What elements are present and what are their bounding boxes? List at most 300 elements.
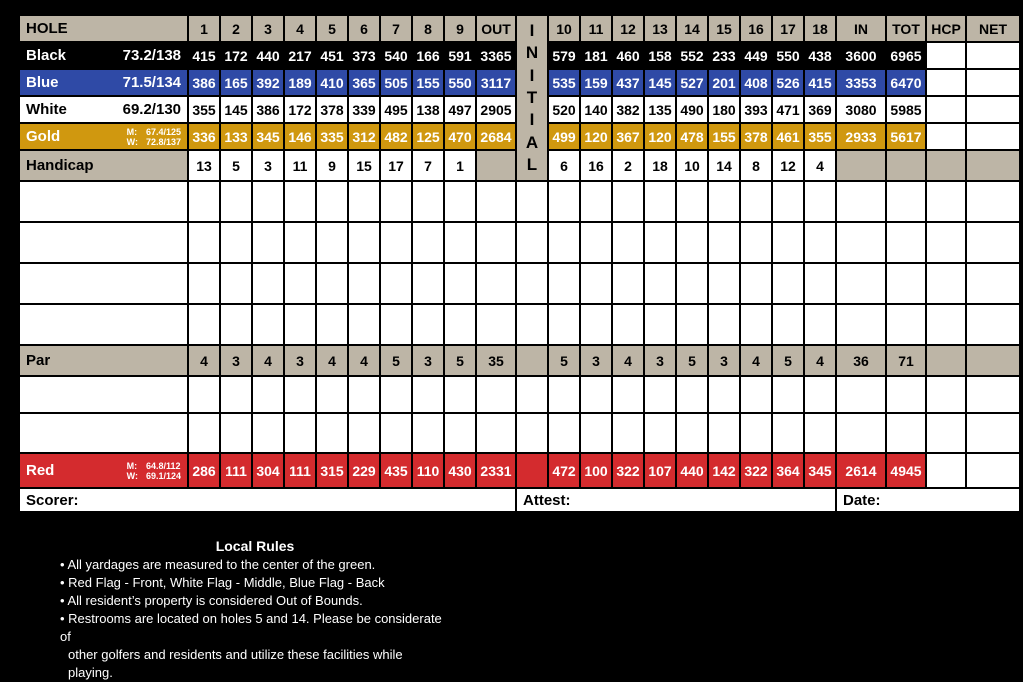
player-row-6-score[interactable] (677, 414, 707, 452)
handicap-tot (887, 151, 925, 180)
player-row-1-score[interactable] (253, 182, 283, 221)
hole-header-label: HOLE (20, 16, 187, 41)
tee-black-hole-13: 158 (645, 43, 675, 68)
par-hole-8: 3 (413, 346, 443, 375)
tee-black-hole-10: 579 (549, 43, 579, 68)
tee-red-name: Red (26, 462, 55, 479)
player-row-1-score[interactable] (581, 182, 611, 221)
player-row-6-score[interactable] (445, 414, 475, 452)
player-row-3-score[interactable] (253, 264, 283, 303)
initial-letter: I (529, 110, 535, 130)
tee-blue-hole-16: 408 (741, 70, 771, 95)
player-row-2-score[interactable] (927, 223, 965, 262)
player-row-4-score[interactable] (741, 305, 771, 344)
initial-letter: T (526, 87, 538, 107)
tee-blue-hole-18: 415 (805, 70, 835, 95)
player-row-3-score[interactable] (927, 264, 965, 303)
initial-letter: L (526, 154, 538, 174)
tee-white-hole-17: 471 (773, 97, 803, 122)
par-hole-9: 5 (445, 346, 475, 375)
player-row-3-score[interactable] (613, 264, 643, 303)
player-row-6-score[interactable] (805, 414, 835, 452)
tee-blue-net[interactable] (967, 70, 1019, 95)
tee-black-net[interactable] (967, 43, 1019, 68)
player-row-5-score[interactable] (927, 377, 965, 412)
player-row-5-score[interactable] (773, 377, 803, 412)
tee-white-hole-16: 393 (741, 97, 771, 122)
tee-blue-tot: 6470 (887, 70, 925, 95)
handicap-hole-4: 11 (285, 151, 315, 180)
player-row-1-score[interactable] (189, 182, 219, 221)
player-row-5-score[interactable] (477, 377, 515, 412)
player-row-1-score[interactable] (773, 182, 803, 221)
player-row-1-score[interactable] (967, 182, 1019, 221)
scorer-field[interactable]: Scorer: (20, 489, 515, 511)
player-row-5-score[interactable] (837, 377, 885, 412)
tee-blue-hole-4: 189 (285, 70, 315, 95)
tee-white-net[interactable] (967, 97, 1019, 122)
player-row-4-score[interactable] (837, 305, 885, 344)
hole-number-16: 16 (741, 16, 771, 41)
player-row-4-score[interactable] (285, 305, 315, 344)
par-hole-13: 3 (645, 346, 675, 375)
player-row-5-score[interactable] (645, 377, 675, 412)
player-row-4-score[interactable] (773, 305, 803, 344)
tee-red-hole-5: 315 (317, 454, 347, 487)
tee-black-hole-9: 591 (445, 43, 475, 68)
player-row-5-score[interactable] (445, 377, 475, 412)
player-row-6-score[interactable] (221, 414, 251, 452)
tee-blue-hole-15: 201 (709, 70, 739, 95)
tee-gold-hole-13: 120 (645, 124, 675, 149)
handicap-hole-6: 15 (349, 151, 379, 180)
player-row-3-score[interactable] (317, 264, 347, 303)
par-hole-18: 4 (805, 346, 835, 375)
tee-red-hole-18: 345 (805, 454, 835, 487)
hole-number-17: 17 (773, 16, 803, 41)
tee-white-hole-18: 369 (805, 97, 835, 122)
player-row-3-score[interactable] (677, 264, 707, 303)
player-row-3-score[interactable] (381, 264, 411, 303)
player-row-5-score[interactable] (613, 377, 643, 412)
player-row-6-score[interactable] (477, 414, 515, 452)
tee-gold-hole-12: 367 (613, 124, 643, 149)
player-row-4-score[interactable] (445, 305, 475, 344)
handicap-net (967, 151, 1019, 180)
tee-white-out: 2905 (477, 97, 515, 122)
handicap-hole-8: 7 (413, 151, 443, 180)
player-row-2-score[interactable] (773, 223, 803, 262)
tee-white-hole-6: 339 (349, 97, 379, 122)
player-row-4-score[interactable] (253, 305, 283, 344)
player-row-5-score[interactable] (549, 377, 579, 412)
par-net[interactable] (967, 346, 1019, 375)
player-row-3-score[interactable] (349, 264, 379, 303)
player-row-6-score[interactable] (253, 414, 283, 452)
player-row-5-score[interactable] (413, 377, 443, 412)
tee-white-label (20, 97, 187, 122)
player-row-4-score[interactable] (189, 305, 219, 344)
player-row-5-score[interactable] (189, 377, 219, 412)
player-row-5-score[interactable] (741, 377, 771, 412)
player-row-1-score[interactable] (645, 182, 675, 221)
player-row-5-score[interactable] (349, 377, 379, 412)
player-row-2-score[interactable] (285, 223, 315, 262)
player-row-2-score[interactable] (837, 223, 885, 262)
tee-black-hole-6: 373 (349, 43, 379, 68)
player-row-6-score[interactable] (927, 414, 965, 452)
tee-blue-hole-17: 526 (773, 70, 803, 95)
player-row-6-score[interactable] (709, 414, 739, 452)
tee-black-hole-14: 552 (677, 43, 707, 68)
player-row-1-score[interactable] (221, 182, 251, 221)
player-row-1-score[interactable] (549, 182, 579, 221)
handicap-hole-5: 9 (317, 151, 347, 180)
tee-gold-hole-7: 482 (381, 124, 411, 149)
player-row-6-score[interactable] (645, 414, 675, 452)
hole-number-10: 10 (549, 16, 579, 41)
player-row-2-score[interactable] (517, 223, 547, 262)
player-row-2-score[interactable] (677, 223, 707, 262)
player-row-5-score[interactable] (581, 377, 611, 412)
player-row-6-score[interactable] (741, 414, 771, 452)
tee-blue-hole-13: 145 (645, 70, 675, 95)
tee-gold-name: Gold (26, 128, 61, 145)
tee-red-hole-16: 322 (741, 454, 771, 487)
tee-black-hole-3: 440 (253, 43, 283, 68)
tee-red-hole-3: 304 (253, 454, 283, 487)
tee-black-in: 3600 (837, 43, 885, 68)
out-header: OUT (477, 16, 515, 41)
player-row-4-score[interactable] (967, 305, 1019, 344)
player-row-2-name[interactable] (20, 223, 187, 262)
tee-blue-hole-14: 527 (677, 70, 707, 95)
player-row-6-score[interactable] (317, 414, 347, 452)
tee-black-rating: 73.2/138 (122, 47, 181, 64)
tee-red-initial (517, 454, 547, 487)
handicap-hole-2: 5 (221, 151, 251, 180)
local-rules (60, 537, 450, 682)
player-row-4-score[interactable] (927, 305, 965, 344)
date-field[interactable]: Date: (837, 489, 1019, 511)
par-hole-4: 3 (285, 346, 315, 375)
tee-white-tot: 5985 (887, 97, 925, 122)
player-row-4-score[interactable] (677, 305, 707, 344)
player-row-1-name[interactable] (20, 182, 187, 221)
player-row-2-score[interactable] (253, 223, 283, 262)
player-row-4-score[interactable] (349, 305, 379, 344)
initial-letter: N (525, 43, 539, 63)
player-row-5-name[interactable] (20, 377, 187, 412)
player-row-2-score[interactable] (189, 223, 219, 262)
player-row-2-score[interactable] (805, 223, 835, 262)
handicap-out (477, 151, 515, 180)
local-rule-2: • Red Flag - Front, White Flag - Middle, Blue Flag - Back (60, 575, 385, 590)
player-row-6-score[interactable] (887, 414, 925, 452)
player-row-1-score[interactable] (477, 182, 515, 221)
tee-black-hole-17: 550 (773, 43, 803, 68)
tee-white-hole-12: 382 (613, 97, 643, 122)
player-row-4-score[interactable] (317, 305, 347, 344)
tee-white-in: 3080 (837, 97, 885, 122)
tee-white-hole-5: 378 (317, 97, 347, 122)
tee-blue-hole-1: 386 (189, 70, 219, 95)
handicap-hole-11: 16 (581, 151, 611, 180)
player-row-1-score[interactable] (381, 182, 411, 221)
par-hole-6: 4 (349, 346, 379, 375)
player-row-3-score[interactable] (285, 264, 315, 303)
tee-white-hole-9: 497 (445, 97, 475, 122)
player-row-3-score[interactable] (517, 264, 547, 303)
player-row-4-score[interactable] (581, 305, 611, 344)
player-row-3-score[interactable] (189, 264, 219, 303)
tee-blue-hole-8: 155 (413, 70, 443, 95)
player-row-6-score[interactable] (613, 414, 643, 452)
tee-blue-hcp[interactable] (927, 70, 965, 95)
initial-letter: A (525, 132, 539, 152)
player-row-2-score[interactable] (741, 223, 771, 262)
hole-number-15: 15 (709, 16, 739, 41)
tee-red-hole-4: 111 (285, 454, 315, 487)
tee-white-hole-10: 520 (549, 97, 579, 122)
player-row-6-score[interactable] (837, 414, 885, 452)
player-row-1-score[interactable] (805, 182, 835, 221)
player-row-6-score[interactable] (285, 414, 315, 452)
initial-letter: I (529, 21, 535, 41)
tee-blue-hole-3: 392 (253, 70, 283, 95)
tee-blue-out: 3117 (477, 70, 515, 95)
tee-white-hole-11: 140 (581, 97, 611, 122)
player-row-3-score[interactable] (967, 264, 1019, 303)
tee-red-hole-10: 472 (549, 454, 579, 487)
player-row-2-score[interactable] (549, 223, 579, 262)
local-rules-title: Local Rules (215, 538, 295, 554)
tee-black-hole-7: 540 (381, 43, 411, 68)
tee-red-hole-12: 322 (613, 454, 643, 487)
local-rule-1: • All yardages are measured to the center of the green. (60, 557, 376, 572)
player-row-4-score[interactable] (517, 305, 547, 344)
player-row-4-score[interactable] (887, 305, 925, 344)
tee-gold-hole-6: 312 (349, 124, 379, 149)
handicap-hole-9: 1 (445, 151, 475, 180)
player-row-3-score[interactable] (709, 264, 739, 303)
tee-gold-hole-2: 133 (221, 124, 251, 149)
player-row-6-name[interactable] (20, 414, 187, 452)
tee-gold-hole-16: 378 (741, 124, 771, 149)
handicap-hole-7: 17 (381, 151, 411, 180)
tee-red-hole-6: 229 (349, 454, 379, 487)
player-row-1-score[interactable] (613, 182, 643, 221)
player-row-2-score[interactable] (317, 223, 347, 262)
player-row-1-score[interactable] (709, 182, 739, 221)
player-row-4-score[interactable] (613, 305, 643, 344)
tee-red-hole-15: 142 (709, 454, 739, 487)
hole-number-7: 7 (381, 16, 411, 41)
player-row-4-score[interactable] (381, 305, 411, 344)
hole-number-5: 5 (317, 16, 347, 41)
player-row-3-score[interactable] (805, 264, 835, 303)
player-row-3-score[interactable] (887, 264, 925, 303)
handicap-hole-12: 2 (613, 151, 643, 180)
player-row-6-score[interactable] (773, 414, 803, 452)
tee-white-hole-8: 138 (413, 97, 443, 122)
player-row-6-score[interactable] (381, 414, 411, 452)
player-row-1-score[interactable] (837, 182, 885, 221)
initial-letter: I (529, 65, 535, 85)
tee-white-hole-4: 172 (285, 97, 315, 122)
player-row-3-score[interactable] (741, 264, 771, 303)
hole-number-9: 9 (445, 16, 475, 41)
tee-red-hole-17: 364 (773, 454, 803, 487)
player-row-5-score[interactable] (317, 377, 347, 412)
player-row-3-score[interactable] (837, 264, 885, 303)
player-row-6-score[interactable] (349, 414, 379, 452)
hole-number-12: 12 (613, 16, 643, 41)
player-row-5-score[interactable] (709, 377, 739, 412)
par-hcp[interactable] (927, 346, 965, 375)
player-row-2-score[interactable] (645, 223, 675, 262)
player-row-5-score[interactable] (253, 377, 283, 412)
player-row-2-score[interactable] (887, 223, 925, 262)
tee-gold-hole-15: 155 (709, 124, 739, 149)
par-hole-12: 4 (613, 346, 643, 375)
tee-white-hole-15: 180 (709, 97, 739, 122)
player-row-1-score[interactable] (887, 182, 925, 221)
player-row-1-score[interactable] (517, 182, 547, 221)
initial-column (517, 16, 547, 180)
player-row-4-score[interactable] (805, 305, 835, 344)
tee-white-hole-13: 135 (645, 97, 675, 122)
par-hole-15: 3 (709, 346, 739, 375)
scorecard (20, 15, 1020, 512)
player-row-3-score[interactable] (477, 264, 515, 303)
player-row-4-score[interactable] (549, 305, 579, 344)
tee-blue-hole-7: 505 (381, 70, 411, 95)
player-row-5-score[interactable] (381, 377, 411, 412)
attest-field[interactable]: Attest: (517, 489, 835, 511)
player-row-2-score[interactable] (381, 223, 411, 262)
player-row-1-score[interactable] (317, 182, 347, 221)
hole-number-18: 18 (805, 16, 835, 41)
player-row-4-score[interactable] (477, 305, 515, 344)
player-row-5-score[interactable] (887, 377, 925, 412)
player-row-3-name[interactable] (20, 264, 187, 303)
tee-black-hole-2: 172 (221, 43, 251, 68)
hole-number-1: 1 (189, 16, 219, 41)
player-row-6-score[interactable] (549, 414, 579, 452)
player-row-3-score[interactable] (413, 264, 443, 303)
tee-gold-net[interactable] (967, 124, 1019, 149)
handicap-hcp (927, 151, 965, 180)
tee-gold-hole-8: 125 (413, 124, 443, 149)
tee-black-name: Black (26, 47, 67, 64)
tee-black-hole-1: 415 (189, 43, 219, 68)
player-row-6-score[interactable] (517, 414, 547, 452)
player-row-5-score[interactable] (517, 377, 547, 412)
local-rule-5: other golfers and residents and utilize these facilities while playing. (68, 647, 403, 680)
player-row-3-score[interactable] (549, 264, 579, 303)
tee-red-out: 2331 (477, 454, 515, 487)
player-row-6-score[interactable] (189, 414, 219, 452)
player-row-5-score[interactable] (967, 377, 1019, 412)
local-rule-4: • Restrooms are located on holes 5 and 14. Please be considerate of (60, 611, 442, 644)
tee-white-hcp[interactable] (927, 97, 965, 122)
player-row-2-score[interactable] (413, 223, 443, 262)
tee-black-out: 3365 (477, 43, 515, 68)
tee-black-hole-15: 233 (709, 43, 739, 68)
player-row-1-score[interactable] (741, 182, 771, 221)
player-row-3-score[interactable] (773, 264, 803, 303)
tee-red-in: 2614 (837, 454, 885, 487)
tee-white-hole-7: 495 (381, 97, 411, 122)
player-row-5-score[interactable] (285, 377, 315, 412)
tee-gold-hole-4: 146 (285, 124, 315, 149)
player-row-2-score[interactable] (613, 223, 643, 262)
hole-number-8: 8 (413, 16, 443, 41)
player-row-2-score[interactable] (709, 223, 739, 262)
tee-white-name: White (26, 101, 67, 118)
tee-black-hcp[interactable] (927, 43, 965, 68)
player-row-1-score[interactable] (445, 182, 475, 221)
player-row-6-score[interactable] (581, 414, 611, 452)
player-row-4-score[interactable] (709, 305, 739, 344)
tee-blue-label (20, 70, 187, 95)
player-row-2-score[interactable] (221, 223, 251, 262)
player-row-6-score[interactable] (967, 414, 1019, 452)
player-row-1-score[interactable] (413, 182, 443, 221)
player-row-2-score[interactable] (581, 223, 611, 262)
player-row-1-score[interactable] (349, 182, 379, 221)
tee-black-hole-5: 451 (317, 43, 347, 68)
handicap-hole-15: 14 (709, 151, 739, 180)
player-row-5-score[interactable] (805, 377, 835, 412)
player-row-6-score[interactable] (413, 414, 443, 452)
handicap-hole-13: 18 (645, 151, 675, 180)
handicap-hole-17: 12 (773, 151, 803, 180)
tee-white-rating: 69.2/130 (122, 101, 181, 118)
handicap-hole-18: 4 (805, 151, 835, 180)
tee-red-net[interactable] (967, 454, 1019, 487)
tee-white-hole-14: 490 (677, 97, 707, 122)
par-hole-11: 3 (581, 346, 611, 375)
tee-gold-hcp[interactable] (927, 124, 965, 149)
player-row-3-score[interactable] (445, 264, 475, 303)
player-row-1-score[interactable] (677, 182, 707, 221)
tee-gold-hole-14: 478 (677, 124, 707, 149)
player-row-2-score[interactable] (445, 223, 475, 262)
tee-red-hcp[interactable] (927, 454, 965, 487)
player-row-2-score[interactable] (967, 223, 1019, 262)
player-row-2-score[interactable] (349, 223, 379, 262)
par-hole-2: 3 (221, 346, 251, 375)
hole-number-4: 4 (285, 16, 315, 41)
player-row-3-score[interactable] (221, 264, 251, 303)
player-row-4-score[interactable] (221, 305, 251, 344)
player-row-4-name[interactable] (20, 305, 187, 344)
player-row-1-score[interactable] (285, 182, 315, 221)
player-row-2-score[interactable] (477, 223, 515, 262)
tee-gold-hole-9: 470 (445, 124, 475, 149)
tee-red-hole-7: 435 (381, 454, 411, 487)
player-row-3-score[interactable] (645, 264, 675, 303)
player-row-4-score[interactable] (645, 305, 675, 344)
player-row-1-score[interactable] (927, 182, 965, 221)
player-row-3-score[interactable] (581, 264, 611, 303)
hole-number-11: 11 (581, 16, 611, 41)
player-row-5-score[interactable] (221, 377, 251, 412)
player-row-5-score[interactable] (677, 377, 707, 412)
player-row-4-score[interactable] (413, 305, 443, 344)
